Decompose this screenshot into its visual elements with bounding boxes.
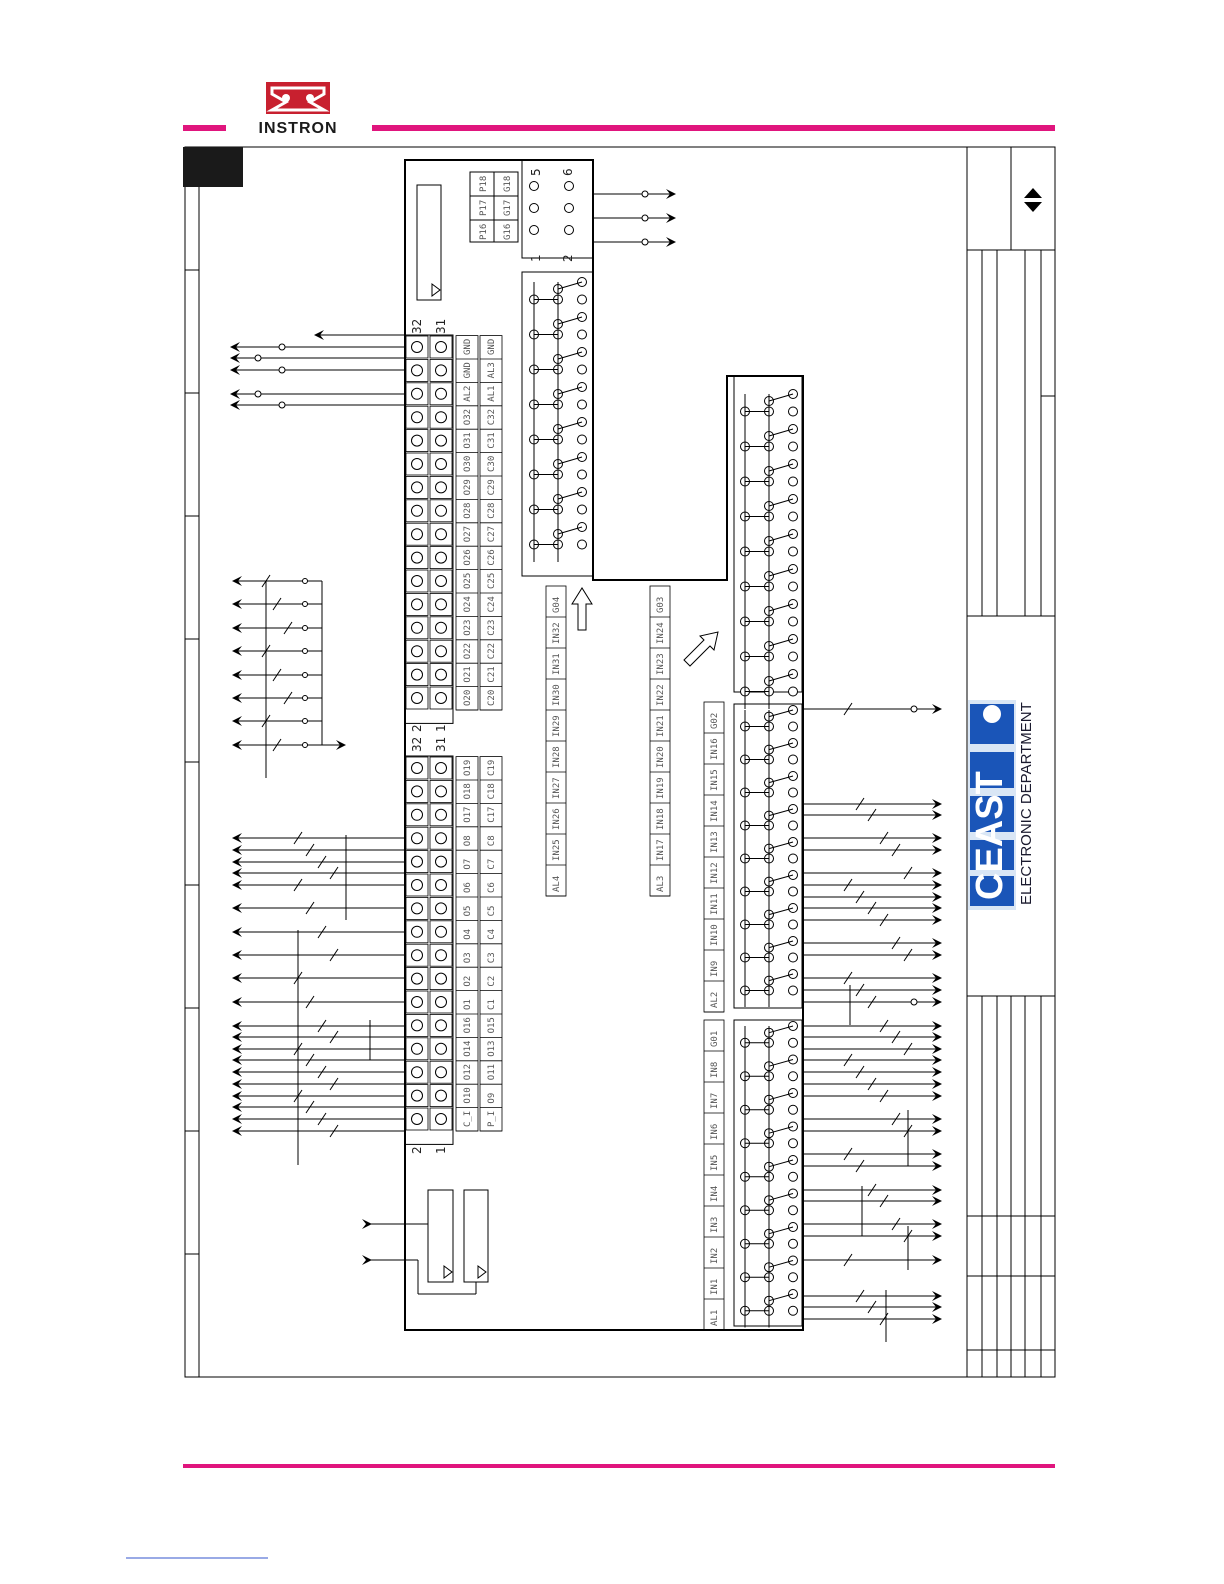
small-connector-pin: [565, 182, 574, 191]
small-pin-1: 1: [529, 254, 543, 262]
bottom-pin-2: 2: [410, 1146, 424, 1154]
lower-inputs-label: IN5: [710, 1154, 720, 1171]
bottom-row-b-label: C8: [487, 835, 497, 847]
wire-node: [279, 344, 285, 350]
bottom-connector-pin: [436, 903, 447, 914]
wire-node: [911, 999, 917, 1005]
top-row-a-label: O31: [463, 432, 473, 449]
mid-block-pin: [578, 330, 587, 339]
top-connector-pin: [412, 505, 423, 516]
right-inputs-label: IN17: [656, 839, 666, 861]
top-connector-pin: [436, 412, 447, 423]
lower-block-pin: [789, 1105, 798, 1114]
mid-block-pin: [578, 505, 587, 514]
bottom-row-a-label: O7: [463, 858, 473, 870]
top-connector-pin: [436, 622, 447, 633]
small-connector-pin: [530, 204, 539, 213]
bottom-connector-pin: [412, 926, 423, 937]
bottom-row-b-label: C17: [487, 806, 497, 823]
top-pin-32: 32: [410, 318, 424, 334]
top-connector-pin: [412, 599, 423, 610]
upper-inputs-label: AL2: [710, 991, 720, 1008]
right-block-link: [769, 429, 793, 436]
bottom-row-a-label: O16: [463, 1017, 473, 1034]
top-connector-pin: [412, 342, 423, 353]
top-row-b-label: C31: [487, 432, 497, 449]
top-connector-pin: [436, 505, 447, 516]
top-row-a-label: GND: [463, 338, 473, 355]
top-row-a-label: O21: [463, 666, 473, 683]
mid-block-link: [558, 422, 582, 429]
bottom-row-b-label: C2: [487, 975, 497, 987]
mid-inputs-label: AL4: [552, 875, 562, 892]
right-inputs-label: AL3: [656, 875, 666, 892]
top-row-a-label: O26: [463, 549, 473, 566]
top-row-b-label: C22: [487, 642, 497, 660]
ceast-logo-text: CEAST: [969, 771, 1011, 900]
connector-labels: [456, 336, 724, 1330]
right-block-link: [769, 534, 793, 541]
top-connector-pin: [412, 412, 423, 423]
top-pin-1: 1: [434, 724, 448, 732]
right-inputs-label: IN23: [656, 653, 666, 675]
top-connector-pin: [436, 599, 447, 610]
brand-name: INSTRON: [258, 120, 338, 137]
top-row-b-label: AL3: [487, 362, 497, 379]
wire-node: [255, 391, 261, 397]
lower-inputs-label: IN8: [710, 1061, 720, 1078]
bottom-row-a-label: O4: [463, 928, 473, 940]
top-connector: [405, 335, 453, 723]
top-row-b-label: C25: [487, 572, 497, 589]
top-row-a-label: O23: [463, 619, 473, 636]
upper-inputs-label: IN9: [710, 960, 720, 977]
mid-inputs-label: IN30: [552, 684, 562, 706]
bottom-connector-pin: [436, 1067, 447, 1078]
top-connector-pin: [436, 459, 447, 470]
footer-bar: [183, 1464, 1055, 1468]
mid-block-link: [558, 352, 582, 359]
top-row-b-label: C27: [487, 525, 497, 543]
lower-inputs-label: IN7: [710, 1092, 720, 1109]
arrow-right-icon: [362, 1255, 372, 1265]
bottom-row-a-label: O3: [463, 952, 473, 964]
small-label-a3: P18: [479, 175, 489, 192]
bottom-row-a-label: O12: [463, 1063, 473, 1081]
top-connector-pin: [436, 576, 447, 587]
upper-block-pin: [789, 953, 798, 962]
direction-arrow-icon: [572, 588, 718, 666]
bottom-row-a-label: O10: [463, 1087, 473, 1104]
bottom-connector-pin: [412, 763, 423, 774]
top-connector-pin: [412, 365, 423, 376]
mid-inputs-label: IN31: [552, 653, 562, 675]
wire-node: [911, 706, 917, 712]
top-connector-pin: [436, 529, 447, 540]
right-block-link: [769, 464, 793, 471]
top-row-b-label: AL1: [487, 385, 497, 402]
mid-inputs-label: IN29: [552, 715, 562, 737]
bottom-row-a-label: O18: [463, 783, 473, 800]
top-row-b-label: C24: [487, 596, 497, 613]
mid-inputs-label: G04: [552, 596, 562, 613]
bottom-row-b-label: P_I: [487, 1110, 497, 1127]
top-connector-pin: [436, 342, 447, 353]
top-row-b-label: C29: [487, 479, 497, 496]
wire-node: [303, 673, 308, 678]
header: [183, 82, 1055, 137]
wire-node: [303, 649, 308, 654]
bottom-connector-pin: [412, 833, 423, 844]
small-label-b3: G18: [503, 175, 513, 192]
bottom-connector-pin: [436, 1043, 447, 1054]
upper-inputs-label: IN13: [710, 831, 720, 853]
bottom-connector-pin: [436, 880, 447, 891]
lower-inputs-label: IN4: [710, 1185, 720, 1202]
mid-inputs-label: IN25: [552, 839, 562, 861]
bottom-connector-pin: [436, 833, 447, 844]
upper-block-pin: [789, 788, 798, 797]
instron-logo-icon: [266, 82, 330, 114]
bottom-connector-pin: [412, 786, 423, 797]
wire-node: [279, 402, 285, 408]
top-connector-pin: [412, 529, 423, 540]
top-connector-pin: [412, 669, 423, 680]
right-inputs-label: IN18: [656, 808, 666, 830]
bottom-row-b-label: O13: [487, 1040, 497, 1057]
top-connector-pin: [412, 693, 423, 704]
right-inputs-label: IN19: [656, 777, 666, 799]
bottom-connector-pin: [436, 763, 447, 774]
mid-inputs-label: IN32: [552, 622, 562, 644]
right-block-pin: [789, 477, 798, 486]
arrow-right-icon: [362, 1219, 372, 1229]
upper-block-pin: [789, 854, 798, 863]
mid-block-pin: [578, 400, 587, 409]
right-block-pin: [789, 512, 798, 521]
top-connector-pin: [412, 459, 423, 470]
department-label: ELECTRONIC DEPARTMENT: [1018, 702, 1035, 905]
bottom-row-a-label: O6: [463, 882, 473, 893]
top-pin-2: 2: [410, 724, 424, 732]
upper-block-pin: [789, 887, 798, 896]
top-row-a-label: O30: [463, 455, 473, 472]
top-row-b-label: C23: [487, 619, 497, 636]
right-block-link: [769, 499, 793, 506]
right-block-pin: [789, 582, 798, 591]
right-block-link: [769, 604, 793, 611]
wiring: [230, 189, 942, 1342]
bottom-connector-pin: [412, 1020, 423, 1031]
top-connector-pin: [436, 365, 447, 376]
small-pin-2: 2: [561, 254, 575, 262]
bottom-row-b-label: C7: [487, 858, 497, 870]
bottom-pin-31: 31: [434, 736, 448, 752]
lower-block-pin: [789, 1273, 798, 1282]
wire-node: [279, 367, 285, 373]
mid-inputs-label: IN28: [552, 746, 562, 768]
top-row-a-label: O25: [463, 572, 473, 589]
right-inputs-label: IN20: [656, 746, 666, 768]
top-connector-pin: [412, 435, 423, 446]
upper-block-pin: [789, 722, 798, 731]
small-connector-pin: [565, 204, 574, 213]
small-label-a2: P17: [479, 199, 489, 216]
top-pin-31: 31: [434, 318, 448, 334]
top-row-b-label: C26: [487, 549, 497, 566]
bottom-connector-pin: [436, 950, 447, 961]
top-connector-pin: [436, 693, 447, 704]
mid-block-pin: [578, 295, 587, 304]
lower-block-pin: [789, 1306, 798, 1315]
bottom-row-b-label: C3: [487, 952, 497, 964]
top-row-a-label: GND: [463, 362, 473, 379]
wire-node: [642, 239, 648, 245]
top-row-a-label: O32: [463, 408, 473, 426]
right-inputs-label: IN22: [656, 684, 666, 706]
bottom-row-b-label: C6: [487, 882, 497, 893]
right-block-link: [769, 569, 793, 576]
wire-node: [303, 626, 308, 631]
bottom-row-a-label: O5: [463, 905, 473, 917]
mid-block-link: [558, 527, 582, 534]
lower-block-pin: [789, 1139, 798, 1148]
mid-block-link: [558, 282, 582, 289]
small-label-b1: G16: [503, 223, 513, 240]
top-connector-pin: [436, 646, 447, 657]
right-block-pin: [789, 617, 798, 626]
bottom-row-b-label: C18: [487, 783, 497, 800]
upper-block-pin: [789, 986, 798, 995]
right-block-pin: [789, 687, 798, 696]
bottom-connector-pin: [436, 997, 447, 1008]
mid-block-pin: [578, 435, 587, 444]
bottom-row-a-label: O17: [463, 806, 473, 823]
top-connector-pin: [412, 576, 423, 587]
top-row-b-label: C30: [487, 455, 497, 472]
bottom-connector-pin: [412, 997, 423, 1008]
mid-block-link: [558, 492, 582, 499]
small-label-b2: G17: [503, 199, 513, 216]
wire-node: [303, 696, 308, 701]
bottom-connector-pin: [412, 1043, 423, 1054]
bottom-row-a-label: O1: [463, 999, 473, 1010]
top-row-b-label: C28: [487, 502, 497, 519]
wire-node: [303, 743, 308, 748]
top-row-a-label: AL2: [463, 385, 473, 402]
lower-inputs-label: G01: [710, 1030, 720, 1047]
right-inputs-label: G03: [656, 596, 666, 613]
sort-arrows-icon: [1024, 188, 1042, 212]
bottom-connector-pin: [412, 903, 423, 914]
upper-inputs-label: IN10: [710, 924, 720, 946]
bottom-connector-pin: [436, 809, 447, 820]
wire-node: [303, 719, 308, 724]
right-block-pin: [789, 407, 798, 416]
bottom-connector-pin: [436, 926, 447, 937]
lower-block-pin: [789, 1239, 798, 1248]
bottom-connector-pin: [436, 1020, 447, 1031]
bottom-row-a-label: O14: [463, 1040, 473, 1057]
bottom-row-b-label: O9: [487, 1092, 497, 1104]
lower-inputs-label: IN2: [710, 1247, 720, 1264]
bottom-row-b-label: C1: [487, 999, 497, 1010]
upper-block-pin: [789, 920, 798, 929]
header-bar-left: [183, 125, 226, 131]
top-row-a-label: O24: [463, 596, 473, 613]
top-row-a-label: O27: [463, 525, 473, 543]
small-connector-pin: [565, 226, 574, 235]
upper-block-pin: [789, 821, 798, 830]
bottom-row-b-label: O15: [487, 1017, 497, 1034]
upper-inputs-label: IN16: [710, 738, 720, 760]
ceast-logo-icon: [968, 700, 1016, 910]
ceast-logo: [968, 700, 1035, 910]
small-label-a1: P16: [479, 223, 489, 240]
bottom-connector-pin: [412, 1114, 423, 1125]
bottom-connector-pin: [412, 950, 423, 961]
upper-block-pin: [789, 755, 798, 764]
wire-node: [255, 355, 261, 361]
top-connector-pin: [412, 388, 423, 399]
sheet-corner-block: [183, 147, 243, 187]
bottom-row-a-label: O19: [463, 759, 473, 776]
bottom-pin-1: 1: [434, 1146, 448, 1154]
lower-block-pin: [789, 1072, 798, 1081]
bottom-connector-pin: [436, 1114, 447, 1125]
top-row-b-label: C20: [487, 689, 497, 706]
drawing-frame: [185, 147, 1055, 1377]
mid-block-link: [558, 387, 582, 394]
right-block-link: [769, 394, 793, 401]
small-pin-6: 6: [561, 168, 575, 176]
top-connector-pin: [412, 552, 423, 563]
mid-block-pin: [578, 540, 587, 549]
bottom-row-b-label: C4: [487, 928, 497, 940]
lower-block-pin: [789, 1038, 798, 1047]
upper-inputs-label: IN15: [710, 769, 720, 791]
top-connector-pin: [412, 622, 423, 633]
bottom-connector-pin: [412, 809, 423, 820]
top-connector-pin: [436, 482, 447, 493]
bottom-pin-32: 32: [410, 736, 424, 752]
right-block-pin: [789, 652, 798, 661]
bottom-connector-pin: [412, 1090, 423, 1101]
right-inputs-label: IN24: [656, 622, 666, 644]
top-row-a-label: O29: [463, 479, 473, 496]
mid-block-link: [558, 457, 582, 464]
small-pin-5: 5: [529, 168, 543, 176]
upper-inputs-label: IN12: [710, 862, 720, 884]
top-row-a-label: O22: [463, 642, 473, 660]
top-row-a-label: O20: [463, 689, 473, 706]
top-connector-pin: [436, 388, 447, 399]
upper-inputs-label: IN11: [710, 893, 720, 915]
bottom-connector-pin: [412, 880, 423, 891]
wire-node: [303, 602, 308, 607]
top-connector-pin: [436, 435, 447, 446]
bottom-connector-pin: [412, 973, 423, 984]
right-block-link: [769, 674, 793, 681]
bottom-row-a-label: O2: [463, 975, 473, 987]
mid-block-link: [558, 317, 582, 324]
bottom-connector-pin: [412, 1067, 423, 1078]
upper-inputs-label: IN14: [710, 800, 720, 822]
mid-inputs-label: IN26: [552, 808, 562, 830]
lower-inputs-label: IN3: [710, 1216, 720, 1233]
mid-block-pin: [578, 470, 587, 479]
top-row-b-label: GND: [487, 338, 497, 355]
lower-inputs-label: AL1: [710, 1309, 720, 1326]
top-row-b-label: C21: [487, 666, 497, 683]
small-connector-pin: [530, 182, 539, 191]
header-bar-right: [372, 125, 1055, 131]
top-connector-pin: [436, 552, 447, 563]
bottom-connector-pin: [436, 1090, 447, 1101]
bottom-row-b-label: C19: [487, 759, 497, 776]
upper-inputs-label: G02: [710, 712, 720, 729]
lower-inputs-label: IN1: [710, 1278, 720, 1295]
bottom-connector-pin: [436, 786, 447, 797]
top-row-b-label: C32: [487, 408, 497, 426]
top-connector-pin: [436, 669, 447, 680]
right-block-pin: [789, 442, 798, 451]
mid-inputs-label: IN27: [552, 777, 562, 799]
bottom-connector-pin: [412, 856, 423, 867]
bottom-connector: [405, 756, 453, 1144]
right-block-link: [769, 639, 793, 646]
lower-block-pin: [789, 1172, 798, 1181]
small-connector-pin: [530, 226, 539, 235]
right-block-pin: [789, 547, 798, 556]
right-inputs-label: IN21: [656, 715, 666, 737]
wire-node: [642, 215, 648, 221]
mid-block-pin: [578, 365, 587, 374]
bottom-row-b-label: O11: [487, 1063, 497, 1081]
bottom-row-a-label: C_I: [463, 1110, 473, 1127]
bottom-connector-pin: [436, 856, 447, 867]
top-connector-pin: [412, 482, 423, 493]
top-connector-pin: [412, 646, 423, 657]
wire-node: [642, 191, 648, 197]
bottom-row-a-label: O8: [463, 835, 473, 847]
bottom-connector-pin: [436, 973, 447, 984]
wire-node: [303, 579, 308, 584]
lower-block-pin: [789, 1206, 798, 1215]
top-row-a-label: O28: [463, 502, 473, 519]
bottom-row-b-label: C5: [487, 905, 497, 917]
lower-inputs-label: IN6: [710, 1123, 720, 1140]
